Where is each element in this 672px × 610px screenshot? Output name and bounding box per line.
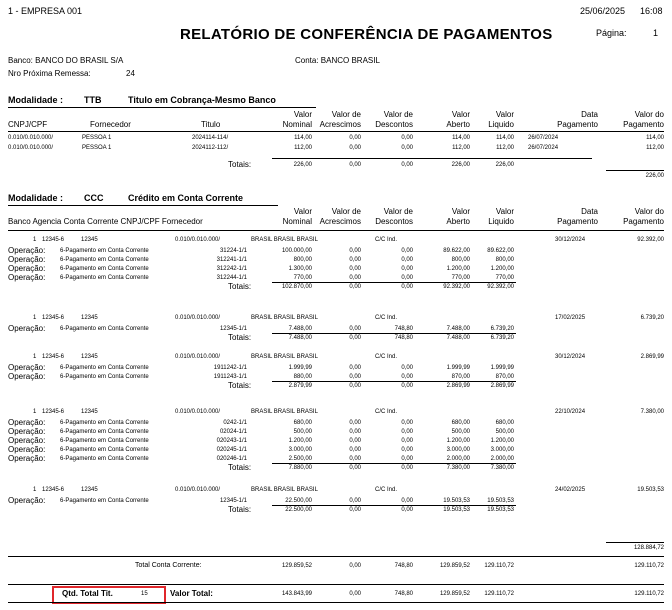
ccc-group-bank: 1 <box>33 237 37 243</box>
total-cc-acr: 0,00 <box>349 563 361 569</box>
ccc-op-cell-abe: 1.200,00 <box>446 266 470 272</box>
ccc-op-label: Operação: <box>8 264 46 273</box>
bank-label: Banco: BANCO DO BRASIL S/A <box>8 56 124 65</box>
ccc-op-cell-nom: 100.000,00 <box>281 248 312 254</box>
ttb-row-cnpj: 0.010/0.010.000/ <box>8 135 54 141</box>
ccc-op-label: Operação: <box>8 454 46 463</box>
ccc-group-total-liq: 2.869,99 <box>490 383 514 389</box>
ccc-op-label: Operação: <box>8 372 46 381</box>
ttb-totals-divider <box>272 158 592 159</box>
ccc-col-valor-descontos-line2: Descontos <box>375 217 413 226</box>
ccc-op-cell-abe: 19.503,53 <box>443 498 470 504</box>
ccc-op-text: 6-Pagamento em Conta Corrente <box>60 266 149 272</box>
ccc-op-text: 6-Pagamento em Conta Corrente <box>60 420 149 426</box>
ttb-row-cell-pag: 112,00 <box>646 145 664 151</box>
ccc-op-cell-acr: 0,00 <box>349 266 361 272</box>
ttb-total-abe: 226,00 <box>451 162 470 168</box>
page-label: Página: <box>596 28 627 38</box>
ccc-group-total-acr: 0,00 <box>349 284 361 290</box>
valor-total-desc: 748,80 <box>394 591 413 597</box>
ccc-group-bank-names: BRASIL BRASIL BRASIL <box>251 354 318 360</box>
ttb-col-valor-liquido-line2: Liquido <box>488 120 514 129</box>
ccc-op-cell-abe: 680,00 <box>451 420 470 426</box>
ccc-op-label: Operação: <box>8 363 46 372</box>
ccc-op-text: 6-Pagamento em Conta Corrente <box>60 498 149 504</box>
ccc-op-cell-desc: 0,00 <box>401 438 413 444</box>
ccc-grand-divider <box>606 542 664 543</box>
ttb-section-underline <box>8 107 316 108</box>
ccc-group-date: 17/02/2025 <box>555 315 586 321</box>
ccc-group-total-liq: 7.380,00 <box>490 465 514 471</box>
ccc-op-cell-acr: 0,00 <box>349 326 361 332</box>
ccc-modality-label: Modalidade : <box>8 193 64 203</box>
ccc-group-account: 12345 <box>81 354 98 360</box>
next-remittance-label: Nro Próxima Remessa: <box>8 69 91 78</box>
ccc-group-bank-names: BRASIL BRASIL BRASIL <box>251 487 318 493</box>
ccc-group-totals-divider <box>272 463 516 464</box>
ttb-row-fornecedor: PESSOA 1 <box>82 135 112 141</box>
ccc-modality-name: Crédito em Conta Corrente <box>128 193 244 203</box>
ccc-group-total-abe: 2.869,99 <box>446 383 470 389</box>
ccc-op-cell-nom: 800,00 <box>293 257 312 263</box>
ccc-group-agency: 12345-6 <box>42 409 65 415</box>
ccc-total-divider <box>8 556 664 557</box>
ccc-op-cell-liq: 89.622,00 <box>487 248 514 254</box>
ccc-op-cell-liq: 3.000,00 <box>490 447 514 453</box>
ccc-op-cell-abe: 2.000,00 <box>446 456 470 462</box>
ccc-op-cell-desc: 0,00 <box>401 420 413 426</box>
total-cc-pag: 129.110,72 <box>634 563 664 569</box>
ccc-group-account-type: C/C Ind. <box>375 487 398 493</box>
ccc-col-valor-do-pagamento-line1: Valor do <box>634 207 664 216</box>
ccc-op-text: 6-Pagamento em Conta Corrente <box>60 374 149 380</box>
ccc-op-text: 6-Pagamento em Conta Corrente <box>60 326 149 332</box>
ccc-group-totals-label: Totais: <box>228 282 252 291</box>
ccc-group-bank: 1 <box>33 354 37 360</box>
ccc-op-cell-abe: 500,00 <box>451 429 470 435</box>
ccc-op-cell-liq: 1.999,99 <box>490 365 514 371</box>
ttb-total-liq: 226,00 <box>495 162 514 168</box>
ccc-op-cell-nom: 7.488,00 <box>288 326 312 332</box>
ccc-col-valor-descontos-line1: Valor de <box>383 207 413 216</box>
ccc-op-label: Operação: <box>8 324 46 333</box>
ccc-group-totals-divider <box>272 381 516 382</box>
ccc-op-titulo: 312242-1/1 <box>216 266 247 272</box>
ttb-total-nom: 226,00 <box>293 162 312 168</box>
ccc-section-underline <box>8 205 278 206</box>
ccc-op-cell-nom: 1.300,00 <box>288 266 312 272</box>
ccc-op-cell-desc: 0,00 <box>401 374 413 380</box>
ccc-group-total-abe: 7.488,00 <box>446 335 470 341</box>
ccc-op-cell-nom: 1.999,99 <box>288 365 312 371</box>
qtd-total-label: Qtd. Total Tit. <box>62 589 113 598</box>
ccc-op-titulo: 02024-1/1 <box>219 429 247 435</box>
ccc-group-totals-label: Totais: <box>228 333 252 342</box>
report-time: 16:08 <box>640 6 663 16</box>
ccc-col-valor-liquido-line1: Valor <box>495 207 514 216</box>
ccc-col-valor-nominal-line1: Valor <box>293 207 312 216</box>
ccc-group-cnpj: 0.010/0.010.000/ <box>175 487 221 493</box>
total-cc-desc: 748,80 <box>394 563 413 569</box>
ccc-op-cell-liq: 2.000,00 <box>490 456 514 462</box>
ccc-group-cnpj: 0.010/0.010.000/ <box>175 354 221 360</box>
ccc-op-cell-desc: 0,00 <box>401 498 413 504</box>
ccc-op-cell-acr: 0,00 <box>349 248 361 254</box>
ccc-group-account-type: C/C Ind. <box>375 354 398 360</box>
ttb-grand-divider <box>606 170 664 171</box>
ccc-col-valor-liquido-line2: Liquido <box>488 217 514 226</box>
ttb-row-cell-pag: 114,00 <box>646 135 664 141</box>
ccc-op-cell-abe: 89.622,00 <box>443 248 470 254</box>
ttb-modality-label: Modalidade : <box>8 95 64 105</box>
ccc-col-left-headers: Banco Agencia Conta Corrente CNPJ/CPF Fornecedor <box>8 217 203 226</box>
ccc-group-account: 12345 <box>81 315 98 321</box>
ttb-row-cell-acr: 0,00 <box>349 145 361 151</box>
ttb-row-cell-abe: 114,00 <box>452 135 470 141</box>
ccc-group-total-acr: 0,00 <box>349 507 361 513</box>
ttb-header-divider <box>8 131 664 132</box>
ccc-op-cell-desc: 748,80 <box>394 326 413 332</box>
ccc-group-bank: 1 <box>33 409 37 415</box>
ccc-group-agency: 12345-6 <box>42 237 65 243</box>
ccc-op-cell-nom: 770,00 <box>293 275 312 281</box>
valor-total-abe: 129.859,52 <box>439 591 470 597</box>
ttb-row-fornecedor: PESSOA 1 <box>82 145 112 151</box>
ccc-group-account: 12345 <box>81 487 98 493</box>
ccc-op-cell-acr: 0,00 <box>349 275 361 281</box>
total-cc-liq: 129.110,72 <box>484 563 514 569</box>
ccc-op-label: Operação: <box>8 273 46 282</box>
ccc-group-account: 12345 <box>81 237 98 243</box>
ccc-col-valor-aberto-line1: Valor <box>451 207 470 216</box>
ccc-group-total-acr: 0,00 <box>349 383 361 389</box>
total-conta-corrente-label: Total Conta Corrente: <box>135 562 202 569</box>
ccc-group-total-nom: 102.870,00 <box>281 284 312 290</box>
ccc-op-cell-acr: 0,00 <box>349 447 361 453</box>
ttb-row-cell-abe: 112,00 <box>452 145 470 151</box>
account-label: Conta: BANCO BRASIL <box>295 56 380 65</box>
ccc-op-titulo: 31224-1/1 <box>219 248 247 254</box>
ccc-group-agency: 12345-6 <box>42 315 65 321</box>
ccc-col-data-pagamento-line1: Data <box>581 207 598 216</box>
ccc-op-label: Operação: <box>8 255 46 264</box>
ccc-op-cell-acr: 0,00 <box>349 257 361 263</box>
ccc-group-payment: 7.380,00 <box>640 409 664 415</box>
ccc-group-total-nom: 7.880,00 <box>288 465 312 471</box>
page-number: 1 <box>653 28 659 38</box>
company-name: 1 - EMPRESA 001 <box>8 6 83 16</box>
ccc-group-account-type: C/C Ind. <box>375 409 398 415</box>
total-cc-abe: 129.859,52 <box>439 563 470 569</box>
ccc-op-text: 6-Pagamento em Conta Corrente <box>60 275 149 281</box>
ccc-op-cell-abe: 800,00 <box>451 257 470 263</box>
ccc-group-cnpj: 0.010/0.010.000/ <box>175 237 221 243</box>
valor-total-label: Valor Total: <box>170 589 213 598</box>
ccc-group-total-acr: 0,00 <box>349 335 361 341</box>
ccc-group-totals-label: Totais: <box>228 463 252 472</box>
ccc-op-cell-liq: 770,00 <box>495 275 514 281</box>
ttb-col-valor-nominal-line1: Valor <box>293 110 312 119</box>
next-remittance-value: 24 <box>126 69 135 78</box>
ttb-col-data-pagamento-line1: Data <box>581 110 598 119</box>
ttb-totals-label: Totais: <box>228 160 252 169</box>
ccc-op-text: 6-Pagamento em Conta Corrente <box>60 365 149 371</box>
ccc-group-total-desc: 748,80 <box>394 335 413 341</box>
ccc-grand-payment: 128.884,72 <box>633 545 664 551</box>
ccc-group-cnpj: 0.010/0.010.000/ <box>175 315 221 321</box>
ccc-op-cell-liq: 800,00 <box>495 257 514 263</box>
ccc-group-total-liq: 92.392,00 <box>487 284 514 290</box>
ccc-group-total-desc: 0,00 <box>401 507 413 513</box>
ccc-op-titulo: 312244-1/1 <box>216 275 247 281</box>
ttb-col-cnpj: CNPJ/CPF <box>8 120 48 129</box>
ccc-op-text: 6-Pagamento em Conta Corrente <box>60 456 149 462</box>
ttb-row-cell-dpag: 26/07/2024 <box>528 145 559 151</box>
ccc-op-cell-desc: 0,00 <box>401 429 413 435</box>
ccc-op-cell-nom: 880,00 <box>293 374 312 380</box>
ccc-group-date: 22/10/2024 <box>555 409 586 415</box>
ttb-col-valor-do-pagamento-line1: Valor do <box>634 110 664 119</box>
ttb-col-valor-aberto-line1: Valor <box>451 110 470 119</box>
ccc-group-bank-names: BRASIL BRASIL BRASIL <box>251 315 318 321</box>
ccc-group-total-desc: 0,00 <box>401 383 413 389</box>
ccc-col-valor-aberto-line2: Aberto <box>446 217 470 226</box>
ccc-group-agency: 12345-6 <box>42 487 65 493</box>
ttb-row-cell-desc: 0,00 <box>401 135 413 141</box>
ccc-group-cnpj: 0.010/0.010.000/ <box>175 409 221 415</box>
ttb-row-titulo: 2024114-114/ <box>192 135 229 141</box>
ttb-col-valor-do-pagamento-line2: Pagamento <box>623 120 664 129</box>
ccc-op-cell-acr: 0,00 <box>349 456 361 462</box>
ttb-col-valor-acrescimos-line1: Valor de <box>331 110 361 119</box>
ccc-op-titulo: 1911242-1/1 <box>213 365 247 371</box>
ccc-op-label: Operação: <box>8 445 46 454</box>
ccc-op-titulo: 0242-1/1 <box>223 420 247 426</box>
ccc-op-cell-abe: 770,00 <box>451 275 470 281</box>
ttb-col-valor-acrescimos-line2: Acrescimos <box>319 120 361 129</box>
ccc-op-titulo: 312241-1/1 <box>216 257 247 263</box>
ccc-op-text: 6-Pagamento em Conta Corrente <box>60 447 149 453</box>
ccc-op-cell-abe: 1.200,00 <box>446 438 470 444</box>
ccc-group-bank: 1 <box>33 315 37 321</box>
ccc-group-total-nom: 2.879,99 <box>288 383 312 389</box>
ccc-group-totals-divider <box>272 505 516 506</box>
valor-total-nom: 143.843,99 <box>281 591 312 597</box>
report-title: RELATÓRIO DE CONFERÊNCIA DE PAGAMENTOS <box>180 26 553 43</box>
ccc-group-bank: 1 <box>33 487 37 493</box>
ccc-op-titulo: 020245-1/1 <box>216 447 247 453</box>
ccc-op-cell-desc: 0,00 <box>401 456 413 462</box>
ttb-row-cell-liq: 114,00 <box>496 135 514 141</box>
ccc-op-cell-abe: 870,00 <box>451 374 470 380</box>
ttb-row-cell-nom: 114,00 <box>294 135 312 141</box>
ccc-group-totals-label: Totais: <box>228 381 252 390</box>
ccc-col-valor-acrescimos-line1: Valor de <box>331 207 361 216</box>
ccc-group-date: 30/12/2024 <box>555 237 586 243</box>
ttb-modality-code: TTB <box>84 95 102 105</box>
ccc-op-cell-liq: 1.200,00 <box>490 266 514 272</box>
valor-total-acr: 0,00 <box>349 591 361 597</box>
ccc-op-cell-acr: 0,00 <box>349 498 361 504</box>
ttb-col-valor-nominal-line2: Nominal <box>282 120 312 129</box>
ttb-total-desc: 0,00 <box>401 162 413 168</box>
ttb-row-cell-nom: 112,00 <box>294 145 312 151</box>
ccc-group-bank-names: BRASIL BRASIL BRASIL <box>251 409 318 415</box>
ccc-op-cell-acr: 0,00 <box>349 374 361 380</box>
ccc-modality-code: CCC <box>84 193 104 203</box>
footer-divider <box>8 584 664 585</box>
ttb-col-valor-aberto-line2: Aberto <box>446 120 470 129</box>
ccc-op-cell-acr: 0,00 <box>349 420 361 426</box>
ccc-op-cell-desc: 0,00 <box>401 365 413 371</box>
ccc-op-titulo: 020243-1/1 <box>216 438 247 444</box>
ccc-group-total-acr: 0,00 <box>349 465 361 471</box>
ccc-group-payment: 92.392,00 <box>637 237 664 243</box>
ttb-row-cnpj: 0.010/0.010.000/ <box>8 145 54 151</box>
ccc-op-cell-liq: 500,00 <box>495 429 514 435</box>
ccc-header-divider <box>8 230 664 231</box>
ttb-row-cell-acr: 0,00 <box>349 135 361 141</box>
ccc-op-titulo: 12345-1/1 <box>219 326 247 332</box>
ttb-col-data-pagamento-line2: Pagamento <box>557 120 598 129</box>
total-cc-nom: 129.859,52 <box>281 563 312 569</box>
ttb-col-valor-descontos-line1: Valor de <box>383 110 413 119</box>
ttb-col-fornecedor: Fornecedor <box>90 120 131 129</box>
ttb-col-valor-liquido-line1: Valor <box>495 110 514 119</box>
ccc-op-cell-liq: 6.739,20 <box>490 326 514 332</box>
ccc-op-cell-nom: 680,00 <box>293 420 312 426</box>
ccc-op-label: Operação: <box>8 246 46 255</box>
ccc-op-cell-nom: 2.500,00 <box>288 456 312 462</box>
ccc-group-total-abe: 7.380,00 <box>446 465 470 471</box>
ttb-grand-payment: 226,00 <box>645 173 664 179</box>
ccc-group-account-type: C/C Ind. <box>375 315 398 321</box>
ccc-col-valor-nominal-line2: Nominal <box>282 217 312 226</box>
ccc-group-total-abe: 92.392,00 <box>443 284 470 290</box>
ccc-op-cell-nom: 1.200,00 <box>288 438 312 444</box>
ccc-group-payment: 2.869,99 <box>640 354 664 360</box>
ccc-group-bank-names: BRASIL BRASIL BRASIL <box>251 237 318 243</box>
ccc-col-valor-acrescimos-line2: Acrescimos <box>319 217 361 226</box>
ccc-group-date: 24/02/2025 <box>555 487 586 493</box>
ccc-op-text: 6-Pagamento em Conta Corrente <box>60 248 149 254</box>
ccc-op-cell-nom: 500,00 <box>293 429 312 435</box>
ttb-total-acr: 0,00 <box>349 162 361 168</box>
ccc-col-valor-do-pagamento-line2: Pagamento <box>623 217 664 226</box>
valor-total-liq: 129.110,72 <box>484 591 514 597</box>
valor-total-pag: 129.110,72 <box>634 591 664 597</box>
ccc-op-cell-acr: 0,00 <box>349 365 361 371</box>
ccc-op-cell-desc: 0,00 <box>401 257 413 263</box>
ccc-op-titulo: 12345-1/1 <box>219 498 247 504</box>
ccc-group-total-liq: 19.503,53 <box>487 507 514 513</box>
ccc-op-cell-abe: 3.000,00 <box>446 447 470 453</box>
ccc-op-cell-liq: 19.503,53 <box>487 498 514 504</box>
ccc-op-cell-liq: 680,00 <box>495 420 514 426</box>
ccc-op-text: 6-Pagamento em Conta Corrente <box>60 438 149 444</box>
ccc-op-label: Operação: <box>8 418 46 427</box>
ccc-op-cell-nom: 3.000,00 <box>288 447 312 453</box>
ccc-op-text: 6-Pagamento em Conta Corrente <box>60 429 149 435</box>
ccc-group-totals-divider <box>272 282 516 283</box>
ccc-op-cell-acr: 0,00 <box>349 438 361 444</box>
ccc-op-cell-desc: 0,00 <box>401 447 413 453</box>
ttb-col-valor-descontos-line2: Descontos <box>375 120 413 129</box>
ccc-op-cell-abe: 1.999,99 <box>446 365 470 371</box>
ccc-group-total-nom: 7.488,00 <box>288 335 312 341</box>
ccc-col-data-pagamento-line2: Pagamento <box>557 217 598 226</box>
ccc-op-label: Operação: <box>8 427 46 436</box>
ccc-group-date: 30/12/2024 <box>555 354 586 360</box>
ccc-group-total-desc: 0,00 <box>401 465 413 471</box>
ccc-group-agency: 12345-6 <box>42 354 65 360</box>
ttb-row-cell-liq: 112,00 <box>496 145 514 151</box>
ccc-group-totals-label: Totais: <box>228 505 252 514</box>
ttb-row-cell-dpag: 26/07/2024 <box>528 135 559 141</box>
ccc-op-cell-liq: 1.200,00 <box>490 438 514 444</box>
ccc-group-payment: 6.739,20 <box>640 315 664 321</box>
ccc-op-label: Operação: <box>8 436 46 445</box>
ccc-op-cell-liq: 870,00 <box>495 374 514 380</box>
ccc-group-total-desc: 0,00 <box>401 284 413 290</box>
report-date: 25/06/2025 <box>580 6 626 16</box>
ccc-group-total-nom: 22.500,00 <box>285 507 312 513</box>
ccc-group-account: 12345 <box>81 409 98 415</box>
footer-bottom-divider <box>8 602 664 603</box>
ccc-group-total-abe: 19.503,53 <box>443 507 470 513</box>
ccc-op-cell-desc: 0,00 <box>401 275 413 281</box>
ccc-group-account-type: C/C Ind. <box>375 237 398 243</box>
ttb-row-titulo: 2024112-112/ <box>192 145 229 151</box>
ccc-op-label: Operação: <box>8 496 46 505</box>
ccc-op-cell-abe: 7.488,00 <box>446 326 470 332</box>
qtd-total-value: 15 <box>141 591 148 597</box>
ccc-op-cell-nom: 22.500,00 <box>285 498 312 504</box>
ttb-col-titulo: Titulo <box>201 120 221 129</box>
ccc-group-payment: 19.503,53 <box>637 487 664 493</box>
ttb-modality-name: Titulo em Cobrança-Mesmo Banco <box>128 95 276 105</box>
ccc-op-cell-desc: 0,00 <box>401 266 413 272</box>
ccc-op-cell-acr: 0,00 <box>349 429 361 435</box>
ccc-op-text: 6-Pagamento em Conta Corrente <box>60 257 149 263</box>
ccc-group-total-liq: 6.739,20 <box>490 335 514 341</box>
ccc-group-totals-divider <box>272 333 516 334</box>
ccc-op-cell-desc: 0,00 <box>401 248 413 254</box>
ttb-row-cell-desc: 0,00 <box>401 145 413 151</box>
ccc-op-titulo: 1911243-1/1 <box>213 374 247 380</box>
ccc-op-titulo: 020246-1/1 <box>216 456 247 462</box>
